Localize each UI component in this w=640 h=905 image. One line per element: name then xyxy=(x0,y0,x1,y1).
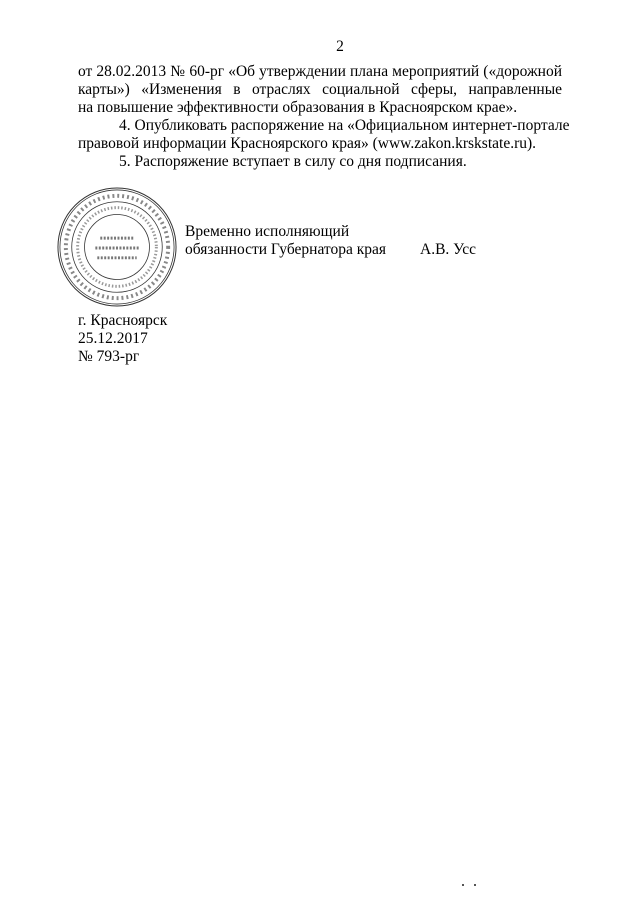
document-number: № 793-рг xyxy=(78,348,140,365)
signatory-position-line2: обязанности Губернатора края xyxy=(185,241,387,258)
scan-mark xyxy=(474,884,476,886)
body-line: на повышение эффективности образования в Красноярском крае». xyxy=(78,99,518,116)
body-line: карты») «Изменения в отраслях социальной сферы, направленные xyxy=(78,81,562,98)
body-line-item-4: 4. Опубликовать распоряжение на «Официальном интернет-портале xyxy=(119,117,570,134)
body-line: от 28.02.2013 № 60-рг «Об утверждении плана мероприятий («дорожной xyxy=(78,63,562,80)
signatory-position-line1: Временно исполняющий xyxy=(185,223,350,240)
official-stamp xyxy=(56,186,178,308)
city: г. Красноярск xyxy=(78,312,168,329)
signatory-name: А.В. Усс xyxy=(420,241,477,258)
page-number: 2 xyxy=(336,38,344,55)
scan-mark xyxy=(462,884,464,886)
body-line: правовой информации Красноярского края» (www.zakon.krskstate.ru). xyxy=(78,135,537,152)
date: 25.12.2017 xyxy=(78,330,148,347)
body-line-item-5: 5. Распоряжение вступает в силу со дня подписания. xyxy=(119,153,467,170)
